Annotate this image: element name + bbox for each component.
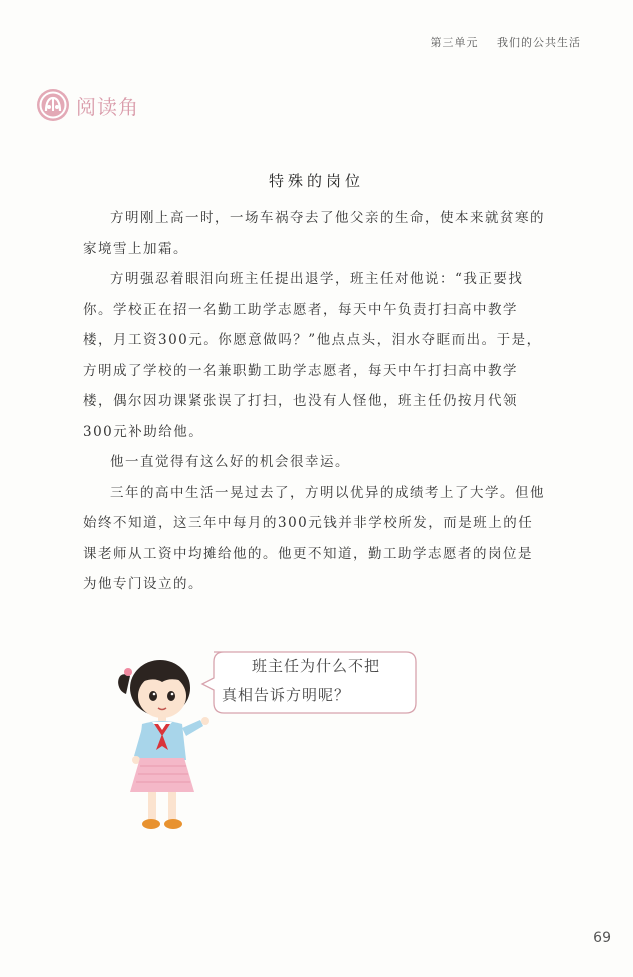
running-header xyxy=(417,34,582,50)
reading-corner-badge-icon xyxy=(36,88,70,122)
speech-line-1: 班主任为什么不把 xyxy=(252,657,381,675)
speech-line-2: 真相告诉方明呢？ xyxy=(222,686,351,704)
article-body xyxy=(83,203,545,600)
speech-bubble-text xyxy=(222,652,402,710)
paragraph: 他一直觉得有这么好的机会很幸运。 xyxy=(110,454,350,470)
paragraph: 方明强忍着眼泪向班主任提出退学，班主任对他说：“我正要找你。学校正在招一名勤工助学志愿者，每天中午负责打扫高中教学楼，月工资300元。你愿意做吗？”他点点头，泪水夺眶而出。于是，方明成了学校的一名兼职勤工助学志愿者，每天中午打扫高中教学楼，偶尔因功课紧张误了打扫，也没有人怪他，班主任仍按月代领300元补助给他。 xyxy=(83,271,542,440)
page-number: 69 xyxy=(593,930,611,946)
section-badge xyxy=(36,88,139,122)
article-title: 特殊的岗位 xyxy=(268,172,364,190)
paragraph: 方明刚上高一时，一场车祸夺去了他父亲的生命，使本来就贫寒的家境雪上加霜。 xyxy=(83,210,545,257)
unit-number: 第三单元 xyxy=(430,36,479,49)
unit-title: 我们的公共生活 xyxy=(497,36,581,49)
section-label: 阅读角 xyxy=(76,94,139,119)
paragraph: 三年的高中生活一晃过去了，方明以优异的成绩考上了大学。但他始终不知道，这三年中每月的300元钱并非学校所发，而是班上的任课老师从工资中均摊给他的。他更不知道，勤工助学志愿者的岗位是为他专门设立的。 xyxy=(83,484,545,592)
